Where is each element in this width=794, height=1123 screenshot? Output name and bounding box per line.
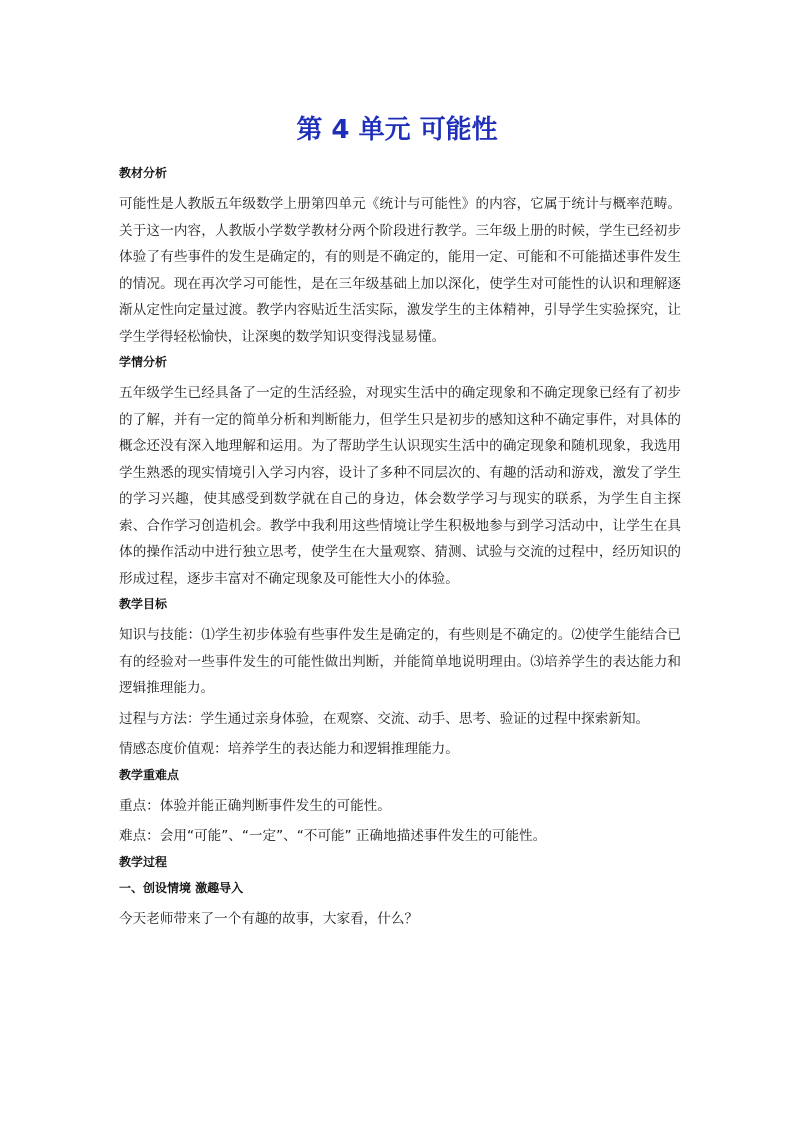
paragraph-goals-attitude: 情感态度价值观：培养学生的表达能力和逻辑推理能力。 — [119, 741, 459, 757]
paragraph-students: 五年级学生已经具备了一定的生活经验，对现实生活中的确定现象和不确定现象已经有了初步的了解，并有一定的简单分析和判断能力，但学生只是初步的感知这种不确定事件，对具体的概念还没有深入地理解和运用。为了帮助学生认识现实生活中的确定现象和随机现象，我选用学生熟悉的现实情境引入学习内容，设计了多种不同层次的、有趣的活动和游戏，激发了学生的学习兴趣，使其感受到数学就在自己的身边，体会数学学习与现实的联系，为学生自主探索、合作学习创造机会。教学中我利用这些情境让学生积极地参与到学习活动中，让学生在具体的操作活动中进行独立思考，使学生在大量观察、猜测、试验与交流的过程中，经历知识的形成过程，逐步丰富对不确定现象及可能性大小的体验。 — [119, 385, 681, 587]
paragraph-goals-knowledge: 知识与技能：⑴学生初步体验有些事件发生是确定的，有些则是不确定的。⑵使学生能结合已有的经验对一些事件发生的可能性做出判断，并能简单地说明理由。⑶培养学生的表达能力和逻辑推理能力。 — [119, 627, 681, 696]
page-title: 第 4 单元 可能性 — [296, 115, 498, 145]
section-heading-process: 教学过程 — [119, 854, 168, 869]
step-heading-1: 一、创设情境 激趣导入 — [119, 880, 244, 895]
section-heading-goals: 教学目标 — [119, 597, 168, 611]
section-heading-students: 学情分析 — [119, 355, 168, 369]
paragraph-goals-process: 过程与方法：学生通过亲身体验，在观察、交流、动手、思考、验证的过程中探索新知。 — [119, 710, 650, 727]
paragraph-difficulty: 难点：会用“可能”、“一定”、“不可能” 正确地描述事件发生的可能性。 — [119, 828, 547, 844]
paragraph-analysis: 可能性是人教版五年级数学上册第四单元《统计与可能性》的内容，它属于统计与概率范畴。关于这一内容，人教版小学数学教材分两个阶段进行教学。三年级上册的时候，学生已经初步体验了有些事件的发生是确定的，有的则是不确定的，能用一定、可能和不可能描述事件发生的情况。现在再次学习可能性，是在三年级基础上加以深化，使学生对可能性的认识和理解逐渐从定性向定量过渡。教学内容贴近生活实际，激发学生的主体精神，引导学生实验探究，让学生学得轻松愉快，让深奥的数学知识变得浅显易懂。 — [119, 196, 681, 345]
section-heading-analysis: 教材分析 — [119, 166, 168, 180]
paragraph-step-1: 今天老师带来了一个有趣的故事，大家看，什么？ — [119, 910, 419, 927]
document-body — [119, 165, 681, 936]
paragraph-keypoint: 重点：体验并能正确判断事件发生的可能性。 — [119, 797, 391, 814]
section-heading-keypoints: 教学重难点 — [119, 767, 180, 782]
